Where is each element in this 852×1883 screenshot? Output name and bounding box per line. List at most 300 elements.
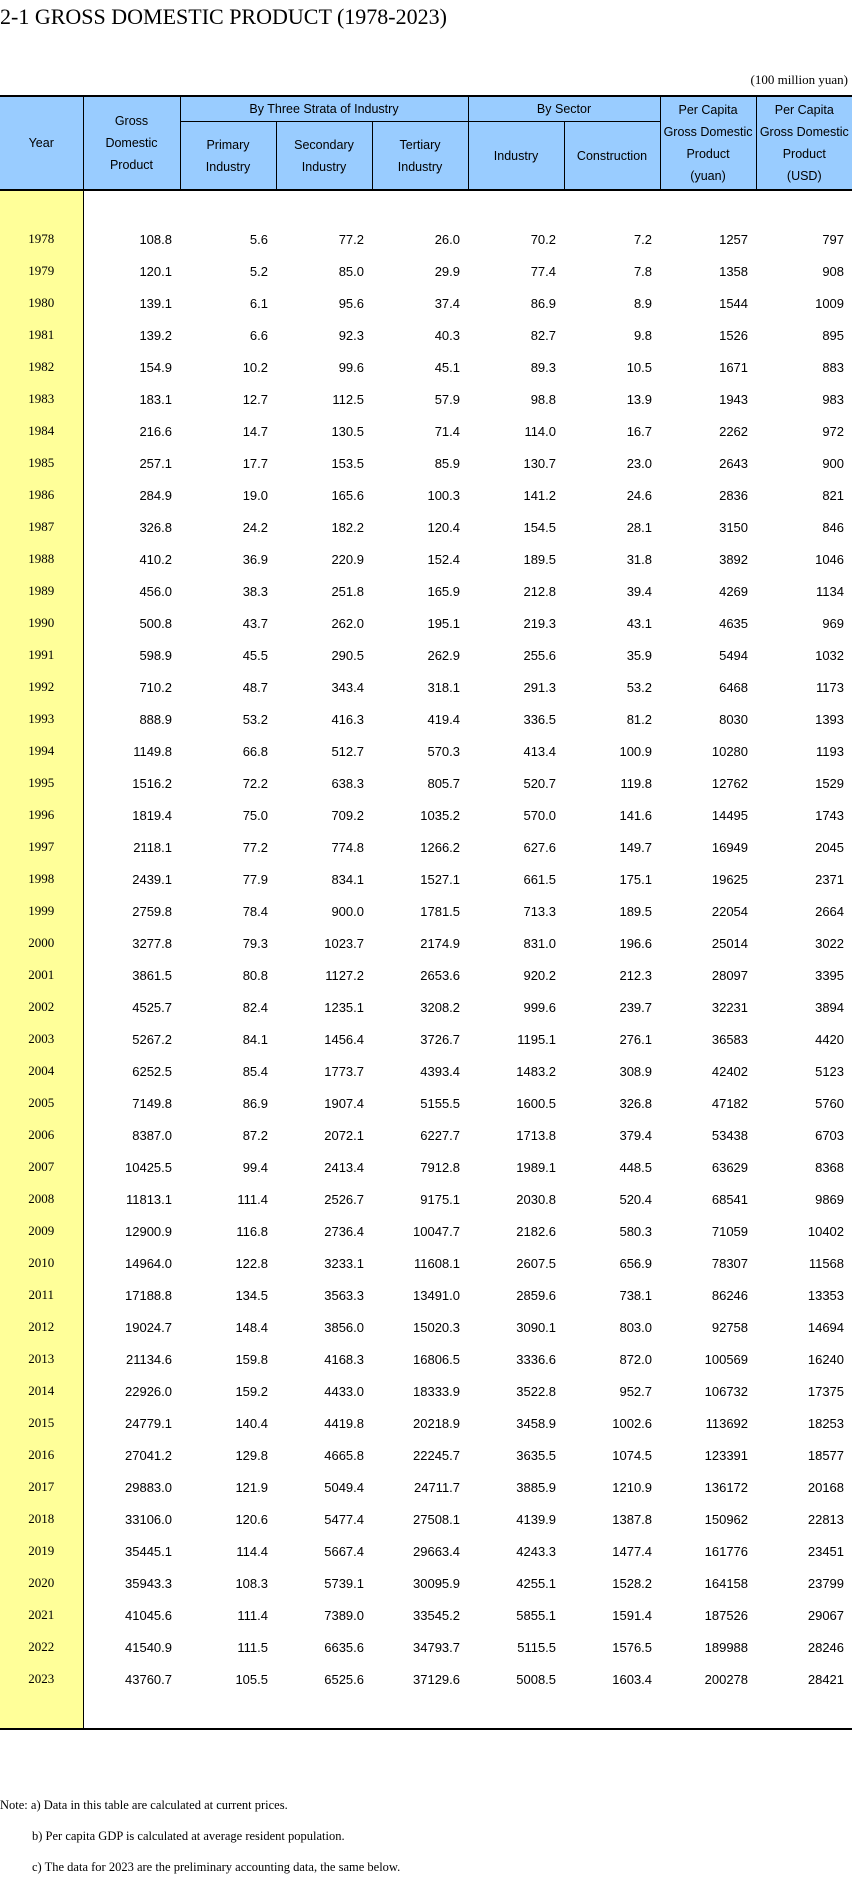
per-capita-yuan-cell: 6468 bbox=[719, 679, 749, 695]
secondary-cell: 343.4 bbox=[331, 679, 364, 695]
industry-cell: 77.4 bbox=[530, 263, 557, 279]
construction-cell: 7.8 bbox=[633, 263, 653, 279]
primary-cell: 43.7 bbox=[242, 615, 268, 631]
year-cell: 2022 bbox=[0, 1631, 83, 1663]
industry-cell: 3885.9 bbox=[516, 1479, 557, 1495]
notes bbox=[0, 1790, 400, 1883]
tertiary-cell: 165.9 bbox=[427, 583, 461, 599]
per-capita-usd-cell: 22813 bbox=[807, 1511, 845, 1527]
per-capita-usd-cell: 3395 bbox=[815, 967, 845, 983]
per-capita-yuan-cell: 71059 bbox=[711, 1223, 749, 1239]
per-capita-usd-cell: 20168 bbox=[807, 1479, 845, 1495]
secondary-cell: 512.7 bbox=[331, 743, 364, 759]
secondary-cell: 709.2 bbox=[331, 807, 364, 823]
gdp-cell: 139.2 bbox=[139, 327, 172, 343]
industry-cell: 141.2 bbox=[523, 487, 557, 503]
per-capita-yuan-cell: 1358 bbox=[719, 263, 749, 279]
secondary-cell: 153.5 bbox=[331, 455, 364, 471]
primary-cell: 80.8 bbox=[242, 967, 268, 983]
primary-cell: 121.9 bbox=[235, 1479, 268, 1495]
header-secondary bbox=[276, 122, 372, 191]
per-capita-yuan-cell: 68541 bbox=[711, 1191, 749, 1207]
primary-cell: 5.6 bbox=[249, 231, 268, 247]
table-row bbox=[0, 767, 852, 799]
per-capita-usd-cell: 4420 bbox=[815, 1031, 845, 1047]
industry-cell: 3635.5 bbox=[516, 1447, 557, 1463]
tertiary-cell: 34793.7 bbox=[413, 1639, 461, 1655]
per-capita-yuan-cell: 1257 bbox=[719, 231, 749, 247]
secondary-cell: 834.1 bbox=[331, 871, 364, 887]
table-row bbox=[0, 319, 852, 351]
table-row bbox=[0, 543, 852, 575]
per-capita-usd-cell: 5760 bbox=[815, 1095, 845, 1111]
year-cell: 2005 bbox=[0, 1087, 83, 1119]
primary-cell: 99.4 bbox=[242, 1159, 268, 1175]
gdp-cell: 19024.7 bbox=[125, 1319, 172, 1335]
table-row bbox=[0, 799, 852, 831]
table-row bbox=[0, 1311, 852, 1343]
tertiary-cell: 570.3 bbox=[427, 743, 461, 759]
secondary-cell: 4419.8 bbox=[324, 1415, 364, 1431]
year-cell: 2014 bbox=[0, 1375, 83, 1407]
secondary-cell: 3563.3 bbox=[324, 1287, 364, 1303]
gdp-cell: 7149.8 bbox=[132, 1095, 172, 1111]
gdp-cell: 1516.2 bbox=[132, 775, 172, 791]
per-capita-yuan-cell: 150962 bbox=[704, 1511, 749, 1527]
year-cell: 2002 bbox=[0, 991, 83, 1023]
per-capita-usd-cell: 13353 bbox=[807, 1287, 845, 1303]
secondary-cell: 165.6 bbox=[331, 487, 364, 503]
construction-cell: 738.1 bbox=[619, 1287, 653, 1303]
table-row bbox=[0, 1439, 852, 1471]
per-capita-usd-cell: 2664 bbox=[815, 903, 845, 919]
tertiary-cell: 29663.4 bbox=[413, 1543, 461, 1559]
header-pcy-line2: Gross Domestic bbox=[663, 125, 753, 139]
construction-cell: 24.6 bbox=[626, 487, 653, 503]
construction-cell: 1576.5 bbox=[612, 1639, 653, 1655]
primary-cell: 159.2 bbox=[235, 1383, 268, 1399]
per-capita-yuan-cell: 92758 bbox=[711, 1319, 749, 1335]
gdp-cell: 41045.6 bbox=[125, 1607, 172, 1623]
gdp-cell: 14964.0 bbox=[125, 1255, 172, 1271]
per-capita-usd-cell: 28421 bbox=[807, 1671, 845, 1687]
tertiary-cell: 26.0 bbox=[434, 231, 461, 247]
industry-cell: 2182.6 bbox=[516, 1223, 557, 1239]
industry-cell: 4139.9 bbox=[516, 1511, 557, 1527]
primary-cell: 12.7 bbox=[242, 391, 268, 407]
secondary-cell: 1773.7 bbox=[324, 1063, 364, 1079]
secondary-cell: 99.6 bbox=[338, 359, 364, 375]
header-tertiary-line1: Tertiary bbox=[399, 137, 441, 152]
per-capita-usd-cell: 9869 bbox=[815, 1191, 845, 1207]
page-title: 2-1 GROSS DOMESTIC PRODUCT (1978-2023) bbox=[0, 4, 447, 29]
tertiary-cell: 1266.2 bbox=[420, 839, 461, 855]
construction-cell: 141.6 bbox=[619, 807, 653, 823]
industry-cell: 3336.6 bbox=[516, 1351, 557, 1367]
per-capita-usd-cell: 2045 bbox=[815, 839, 845, 855]
gdp-cell: 410.2 bbox=[139, 551, 172, 567]
year-cell: 2018 bbox=[0, 1503, 83, 1535]
per-capita-yuan-cell: 53438 bbox=[711, 1127, 749, 1143]
construction-cell: 212.3 bbox=[619, 967, 653, 983]
per-capita-usd-cell: 983 bbox=[822, 391, 845, 407]
header-pcu-line1: Per Capita bbox=[774, 103, 834, 117]
industry-cell: 920.2 bbox=[523, 967, 557, 983]
primary-cell: 53.2 bbox=[242, 711, 268, 727]
secondary-cell: 416.3 bbox=[331, 711, 364, 727]
secondary-cell: 4665.8 bbox=[324, 1447, 364, 1463]
tertiary-cell: 805.7 bbox=[427, 775, 461, 791]
gdp-cell: 154.9 bbox=[139, 359, 172, 375]
table-row bbox=[0, 959, 852, 991]
tertiary-cell: 40.3 bbox=[434, 327, 461, 343]
table-row bbox=[0, 479, 852, 511]
table-row bbox=[0, 1535, 852, 1567]
primary-cell: 86.9 bbox=[242, 1095, 268, 1111]
header-pcu-line2: Gross Domestic bbox=[759, 125, 849, 139]
per-capita-usd-cell: 28246 bbox=[807, 1639, 845, 1655]
table-row bbox=[0, 1375, 852, 1407]
table-row bbox=[0, 415, 852, 447]
construction-cell: 448.5 bbox=[619, 1159, 653, 1175]
industry-cell: 627.6 bbox=[523, 839, 557, 855]
year-cell: 2021 bbox=[0, 1599, 83, 1631]
industry-cell: 189.5 bbox=[523, 551, 557, 567]
secondary-cell: 251.8 bbox=[331, 583, 364, 599]
per-capita-usd-cell: 797 bbox=[822, 231, 845, 247]
header-primary bbox=[180, 122, 276, 191]
header-secondary-line1: Secondary bbox=[294, 137, 354, 152]
construction-cell: 308.9 bbox=[619, 1063, 653, 1079]
year-cell: 2012 bbox=[0, 1311, 83, 1343]
construction-cell: 28.1 bbox=[626, 519, 653, 535]
industry-cell: 5008.5 bbox=[516, 1671, 557, 1687]
tertiary-cell: 3726.7 bbox=[420, 1031, 461, 1047]
per-capita-usd-cell: 8368 bbox=[815, 1159, 845, 1175]
tertiary-cell: 195.1 bbox=[427, 615, 461, 631]
per-capita-usd-cell: 18577 bbox=[807, 1447, 845, 1463]
per-capita-yuan-cell: 4635 bbox=[719, 615, 749, 631]
secondary-cell: 2736.4 bbox=[324, 1223, 364, 1239]
primary-cell: 84.1 bbox=[242, 1031, 268, 1047]
per-capita-yuan-cell: 12762 bbox=[711, 775, 749, 791]
per-capita-yuan-cell: 10280 bbox=[711, 743, 749, 759]
per-capita-yuan-cell: 164158 bbox=[704, 1575, 749, 1591]
per-capita-yuan-cell: 1943 bbox=[719, 391, 749, 407]
per-capita-usd-cell: 23799 bbox=[807, 1575, 845, 1591]
gdp-cell: 10425.5 bbox=[125, 1159, 172, 1175]
construction-cell: 16.7 bbox=[626, 423, 653, 439]
table-row bbox=[0, 447, 852, 479]
year-cell: 1992 bbox=[0, 671, 83, 703]
year-cell: 2011 bbox=[0, 1279, 83, 1311]
per-capita-usd-cell: 23451 bbox=[807, 1543, 845, 1559]
per-capita-usd-cell: 17375 bbox=[807, 1383, 845, 1399]
per-capita-yuan-cell: 25014 bbox=[711, 935, 749, 951]
gdp-cell: 6252.5 bbox=[132, 1063, 172, 1079]
year-cell: 1997 bbox=[0, 831, 83, 863]
secondary-cell: 7389.0 bbox=[324, 1607, 364, 1623]
per-capita-yuan-cell: 63629 bbox=[711, 1159, 749, 1175]
secondary-cell: 3856.0 bbox=[324, 1319, 364, 1335]
per-capita-usd-cell: 3022 bbox=[815, 935, 845, 951]
construction-cell: 39.4 bbox=[626, 583, 653, 599]
per-capita-yuan-cell: 3150 bbox=[719, 519, 749, 535]
spacer-cell bbox=[83, 1695, 852, 1729]
gdp-cell: 888.9 bbox=[139, 711, 172, 727]
per-capita-yuan-cell: 1671 bbox=[719, 359, 749, 375]
gdp-cell: 108.8 bbox=[139, 231, 172, 247]
primary-cell: 36.9 bbox=[242, 551, 268, 567]
gdp-cell: 17188.8 bbox=[125, 1287, 172, 1303]
table-row bbox=[0, 575, 852, 607]
primary-cell: 6.6 bbox=[249, 327, 268, 343]
construction-cell: 53.2 bbox=[626, 679, 653, 695]
year-cell: 1988 bbox=[0, 543, 83, 575]
per-capita-usd-cell: 821 bbox=[822, 487, 845, 503]
tertiary-cell: 24711.7 bbox=[413, 1479, 461, 1495]
construction-cell: 7.2 bbox=[633, 231, 653, 247]
secondary-cell: 774.8 bbox=[331, 839, 364, 855]
construction-cell: 35.9 bbox=[626, 647, 653, 663]
per-capita-yuan-cell: 8030 bbox=[719, 711, 749, 727]
gdp-cell: 500.8 bbox=[139, 615, 172, 631]
per-capita-usd-cell: 895 bbox=[822, 327, 845, 343]
secondary-cell: 5477.4 bbox=[324, 1511, 364, 1527]
construction-cell: 1074.5 bbox=[612, 1447, 653, 1463]
header-pcu-line3: Product bbox=[782, 147, 826, 161]
per-capita-yuan-cell: 19625 bbox=[711, 871, 749, 887]
tertiary-cell: 2174.9 bbox=[420, 935, 461, 951]
primary-cell: 10.2 bbox=[242, 359, 268, 375]
secondary-cell: 77.2 bbox=[338, 231, 364, 247]
table-row bbox=[0, 1119, 852, 1151]
construction-cell: 580.3 bbox=[619, 1223, 653, 1239]
secondary-cell: 85.0 bbox=[338, 263, 364, 279]
construction-cell: 189.5 bbox=[619, 903, 653, 919]
tertiary-cell: 85.9 bbox=[434, 455, 461, 471]
header-gdp-line1: Gross bbox=[114, 114, 149, 128]
per-capita-usd-cell: 2371 bbox=[815, 871, 845, 887]
primary-cell: 82.4 bbox=[242, 999, 268, 1015]
industry-cell: 1989.1 bbox=[516, 1159, 557, 1175]
per-capita-usd-cell: 29067 bbox=[807, 1607, 845, 1623]
gdp-cell: 3861.5 bbox=[132, 967, 172, 983]
header-gdp-line2: Domestic bbox=[105, 136, 158, 150]
industry-cell: 5855.1 bbox=[516, 1607, 557, 1623]
year-cell: 1989 bbox=[0, 575, 83, 607]
spacer-row bbox=[0, 1695, 852, 1729]
year-cell: 2016 bbox=[0, 1439, 83, 1471]
year-cell: 1994 bbox=[0, 735, 83, 767]
construction-cell: 31.8 bbox=[626, 551, 653, 567]
table-row bbox=[0, 1215, 852, 1247]
construction-cell: 326.8 bbox=[619, 1095, 653, 1111]
industry-cell: 1600.5 bbox=[516, 1095, 557, 1111]
table-row bbox=[0, 1151, 852, 1183]
tertiary-cell: 20218.9 bbox=[413, 1415, 461, 1431]
per-capita-usd-cell: 900 bbox=[822, 455, 845, 471]
primary-cell: 77.9 bbox=[242, 871, 268, 887]
per-capita-yuan-cell: 47182 bbox=[711, 1095, 749, 1111]
industry-cell: 98.8 bbox=[530, 391, 557, 407]
table-row bbox=[0, 671, 852, 703]
table-row bbox=[0, 991, 852, 1023]
per-capita-usd-cell: 1032 bbox=[815, 647, 845, 663]
table-row bbox=[0, 351, 852, 383]
construction-cell: 239.7 bbox=[619, 999, 653, 1015]
year-cell: 1995 bbox=[0, 767, 83, 799]
per-capita-yuan-cell: 161776 bbox=[704, 1543, 749, 1559]
secondary-cell: 1127.2 bbox=[325, 967, 364, 983]
gdp-cell: 12900.9 bbox=[125, 1223, 172, 1239]
construction-cell: 1591.4 bbox=[612, 1607, 653, 1623]
year-cell: 2003 bbox=[0, 1023, 83, 1055]
year-cell: 2008 bbox=[0, 1183, 83, 1215]
table-row bbox=[0, 1599, 852, 1631]
gdp-cell: 11813.1 bbox=[125, 1191, 172, 1207]
secondary-cell: 4168.3 bbox=[324, 1351, 364, 1367]
construction-cell: 13.9 bbox=[626, 391, 653, 407]
gdp-cell: 3277.8 bbox=[132, 935, 172, 951]
year-cell: 1978 bbox=[0, 223, 83, 255]
secondary-cell: 220.9 bbox=[331, 551, 364, 567]
per-capita-usd-cell: 1173 bbox=[816, 679, 845, 695]
gdp-table-container bbox=[0, 95, 852, 1730]
gdp-cell: 2439.1 bbox=[132, 871, 172, 887]
tertiary-cell: 120.4 bbox=[427, 519, 461, 535]
per-capita-yuan-cell: 16949 bbox=[711, 839, 749, 855]
per-capita-yuan-cell: 3892 bbox=[719, 551, 749, 567]
construction-cell: 1528.2 bbox=[612, 1575, 653, 1591]
secondary-cell: 4433.0 bbox=[324, 1383, 364, 1399]
gdp-cell: 5267.2 bbox=[132, 1031, 172, 1047]
primary-cell: 77.2 bbox=[242, 839, 268, 855]
year-cell: 2013 bbox=[0, 1343, 83, 1375]
per-capita-yuan-cell: 1526 bbox=[719, 327, 749, 343]
construction-cell: 9.8 bbox=[633, 327, 653, 343]
primary-cell: 159.8 bbox=[235, 1351, 268, 1367]
table-row bbox=[0, 383, 852, 415]
primary-cell: 19.0 bbox=[242, 487, 268, 503]
table-row bbox=[0, 1407, 852, 1439]
per-capita-usd-cell: 5123 bbox=[815, 1063, 845, 1079]
table-row bbox=[0, 1183, 852, 1215]
tertiary-cell: 152.4 bbox=[427, 551, 461, 567]
secondary-cell: 638.3 bbox=[331, 775, 364, 791]
secondary-cell: 2413.4 bbox=[324, 1159, 364, 1175]
gdp-cell: 24779.1 bbox=[125, 1415, 172, 1431]
per-capita-usd-cell: 846 bbox=[822, 519, 845, 535]
secondary-cell: 5667.4 bbox=[324, 1543, 364, 1559]
per-capita-yuan-cell: 78307 bbox=[711, 1255, 749, 1271]
industry-cell: 212.8 bbox=[523, 583, 557, 599]
per-capita-usd-cell: 972 bbox=[822, 423, 845, 439]
gdp-cell: 41540.9 bbox=[125, 1639, 172, 1655]
year-cell: 2007 bbox=[0, 1151, 83, 1183]
per-capita-yuan-cell: 123391 bbox=[704, 1447, 749, 1463]
tertiary-cell: 11608.1 bbox=[413, 1255, 461, 1271]
gdp-cell: 257.1 bbox=[139, 455, 172, 471]
per-capita-usd-cell: 10402 bbox=[807, 1223, 845, 1239]
primary-cell: 111.4 bbox=[237, 1191, 268, 1207]
table-row bbox=[0, 511, 852, 543]
tertiary-cell: 27508.1 bbox=[413, 1511, 461, 1527]
per-capita-yuan-cell: 1544 bbox=[719, 295, 749, 311]
primary-cell: 38.3 bbox=[242, 583, 268, 599]
year-cell: 1982 bbox=[0, 351, 83, 383]
header-per-capita-usd bbox=[756, 96, 852, 190]
gdp-cell: 1149.8 bbox=[133, 743, 172, 759]
industry-cell: 1713.8 bbox=[516, 1127, 557, 1143]
gdp-cell: 43760.7 bbox=[125, 1671, 172, 1687]
year-cell: 1985 bbox=[0, 447, 83, 479]
industry-cell: 2607.5 bbox=[516, 1255, 557, 1271]
industry-cell: 520.7 bbox=[523, 775, 557, 791]
construction-cell: 952.7 bbox=[619, 1383, 653, 1399]
gdp-cell: 1819.4 bbox=[132, 807, 172, 823]
construction-cell: 8.9 bbox=[633, 295, 653, 311]
header-pcy-line1: Per Capita bbox=[678, 103, 738, 117]
industry-cell: 1483.2 bbox=[516, 1063, 557, 1079]
industry-cell: 2030.8 bbox=[516, 1191, 557, 1207]
industry-cell: 130.7 bbox=[523, 455, 557, 471]
industry-cell: 3090.1 bbox=[516, 1319, 557, 1335]
table-row bbox=[0, 1055, 852, 1087]
tertiary-cell: 10047.7 bbox=[413, 1223, 461, 1239]
secondary-cell: 262.0 bbox=[331, 615, 364, 631]
primary-cell: 122.8 bbox=[235, 1255, 268, 1271]
industry-cell: 82.7 bbox=[530, 327, 557, 343]
secondary-cell: 3233.1 bbox=[324, 1255, 364, 1271]
per-capita-usd-cell: 3894 bbox=[815, 999, 845, 1015]
primary-cell: 78.4 bbox=[242, 903, 268, 919]
industry-cell: 336.5 bbox=[523, 711, 557, 727]
primary-cell: 5.2 bbox=[249, 263, 268, 279]
year-cell: 1981 bbox=[0, 319, 83, 351]
per-capita-usd-cell: 969 bbox=[822, 615, 845, 631]
gdp-cell: 29883.0 bbox=[125, 1479, 172, 1495]
per-capita-yuan-cell: 4269 bbox=[719, 583, 749, 599]
year-cell: 1993 bbox=[0, 703, 83, 735]
year-cell: 2020 bbox=[0, 1567, 83, 1599]
construction-cell: 196.6 bbox=[619, 935, 653, 951]
tertiary-cell: 262.9 bbox=[427, 647, 461, 663]
tertiary-cell: 45.1 bbox=[434, 359, 461, 375]
per-capita-yuan-cell: 136172 bbox=[704, 1479, 749, 1495]
tertiary-cell: 33545.2 bbox=[413, 1607, 461, 1623]
header-tertiary bbox=[372, 122, 468, 191]
per-capita-yuan-cell: 106732 bbox=[704, 1383, 749, 1399]
industry-cell: 219.3 bbox=[523, 615, 557, 631]
year-cell: 2017 bbox=[0, 1471, 83, 1503]
year-cell: 1983 bbox=[0, 383, 83, 415]
header-construction: Construction bbox=[564, 122, 660, 191]
header-by-sector: By Sector bbox=[468, 96, 660, 122]
secondary-cell: 95.6 bbox=[338, 295, 364, 311]
industry-cell: 86.9 bbox=[530, 295, 557, 311]
table-row bbox=[0, 863, 852, 895]
primary-cell: 85.4 bbox=[242, 1063, 268, 1079]
table-row bbox=[0, 607, 852, 639]
per-capita-yuan-cell: 32231 bbox=[711, 999, 749, 1015]
year-cell: 1984 bbox=[0, 415, 83, 447]
primary-cell: 134.5 bbox=[235, 1287, 268, 1303]
year-cell-spacer bbox=[0, 1695, 83, 1729]
tertiary-cell: 15020.3 bbox=[413, 1319, 461, 1335]
primary-cell: 129.8 bbox=[235, 1447, 268, 1463]
primary-cell: 72.2 bbox=[242, 775, 268, 791]
